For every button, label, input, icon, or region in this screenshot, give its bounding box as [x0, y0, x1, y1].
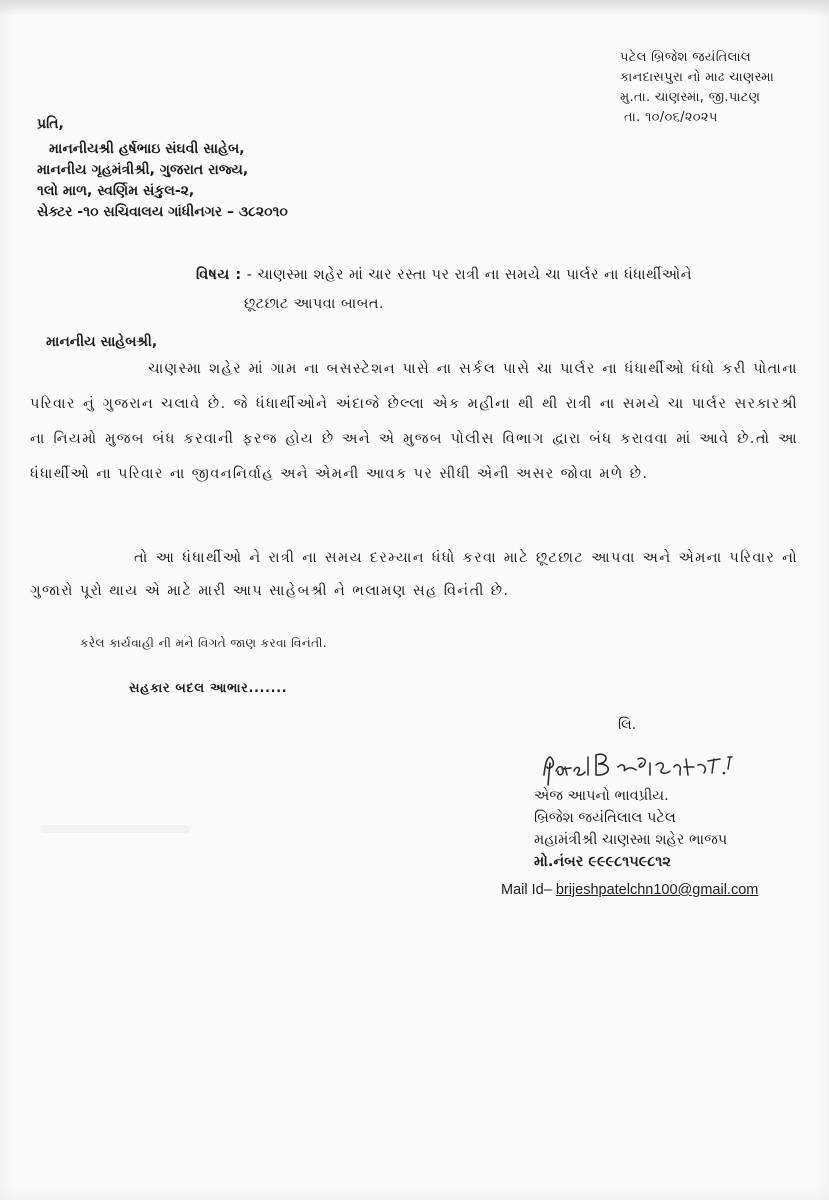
- subject-label: વિષય :: [196, 267, 242, 283]
- letter-date: તા. ૧૦/૦૬/૨૦૨૫: [624, 110, 718, 125]
- thanks-line: સહકાર બદલ આભાર.......: [129, 681, 288, 696]
- body-paragraph-1: ચાણસ્મા શહેર માં ગામ ના બસસ્ટેશન પાસે ના સર્કલ પાસે ચા પાર્લર ના ધંધાર્થીઓ ધંધો કરી પોતાના પરિવાર નું ગુજરાન ચલાવે છે. જે ધંધાર્થીઓને અંદાજે છેલ્લા એક મહીના થી થી રાત્રી ના સમયે ચા પાર્લર સરકારશ્રી ના નિયમો મુજબ બંધ કરવાની ફરજ હોય છે અને એ મુજબ પોલીસ વિભાગ દ્વારા બંધ કરાવવા માં આવે છે.તો આ ધંધાર્થીઓ ના પરિવાર ના જીવનનિર્વાહ અને એમની આવક પર સીધી એની અસર જોવા મળે છે.: [30, 361, 798, 482]
- closing-name: બ્રિજેશ જયંતિલાલ પટેલ: [534, 810, 676, 826]
- sender-address-line1: કાનદાસપુરા નો માઢ ચાણસ્મા: [620, 70, 775, 85]
- closing-block: [534, 785, 824, 873]
- recipient-line2: માનનીય ગૃહમંત્રીશ્રી, ગુજરાત રાજ્ય,: [37, 162, 249, 178]
- sender-block: [620, 48, 820, 128]
- recipient-block: [37, 114, 477, 223]
- email-line: [501, 882, 758, 898]
- subject-line2: છૂટછાટ આપવા બાબત.: [244, 296, 385, 312]
- closing-li: લિ.: [618, 717, 637, 733]
- email-label: Mail Id–: [501, 882, 552, 898]
- recipient-prati: પ્રતિ,: [37, 116, 64, 132]
- scan-smudge: [40, 825, 190, 833]
- closing-line1: એજ આપનો ભાવપ્રીય.: [534, 788, 669, 804]
- subject-line1: - ચાણસ્મા શહેર માં ચાર રસ્તા પર રાત્રી ના સમયે ચા પાર્લર ના ધંધાર્થીઓને: [246, 267, 693, 283]
- scan-shadow: [0, 0, 829, 16]
- sender-address-line2: મુ.તા. ચાણસ્મા, જી.પાટણ: [620, 90, 761, 105]
- sender-name: પટેલ બ્રિજેશ જયંતિલાલ: [620, 50, 752, 65]
- email-link[interactable]: brijeshpatelchn100@gmail.com: [555, 882, 759, 898]
- handwritten-signature: [538, 745, 768, 789]
- closing-mobile: મો.નંબર ૯૯૯૮૧૫૯૮૧૨: [534, 854, 671, 870]
- closing-designation: મહામંત્રીશ્રી ચાણસ્મા શહેર ભાજપ: [534, 832, 728, 848]
- body-paragraph-3: કરેલ કાર્યવાહી ની મને વિગતે જાણ કરવા વિનંતી.: [80, 636, 328, 650]
- recipient-line1: માનનીયશ્રી હર્ષભાઇ સંઘવી સાહેબ,: [49, 141, 245, 157]
- recipient-line3: ૧લો માળ, સ્વર્ણિમ સંકુલ-૨,: [37, 183, 195, 199]
- salutation: માનનીય સાહેબશ્રી,: [46, 334, 158, 350]
- recipient-line4: સેક્ટર -૧૦ સચિવાલય ગાંધીનગર – ૩૮૨૦૧૦: [37, 204, 288, 220]
- body-paragraph-2: તો આ ધંધાર્થીઓ ને રાત્રી ના સમય દરમ્યાન ધંધો કરવા માટે છૂટછાટ આપવા અને એમના પરિવાર નો ગુજારો પૂરો થાય એ માટે મારી આપ સાહેબશ્રી ને ભલામણ સહ વિનંતી છે.: [30, 550, 798, 599]
- subject-block: [196, 261, 796, 319]
